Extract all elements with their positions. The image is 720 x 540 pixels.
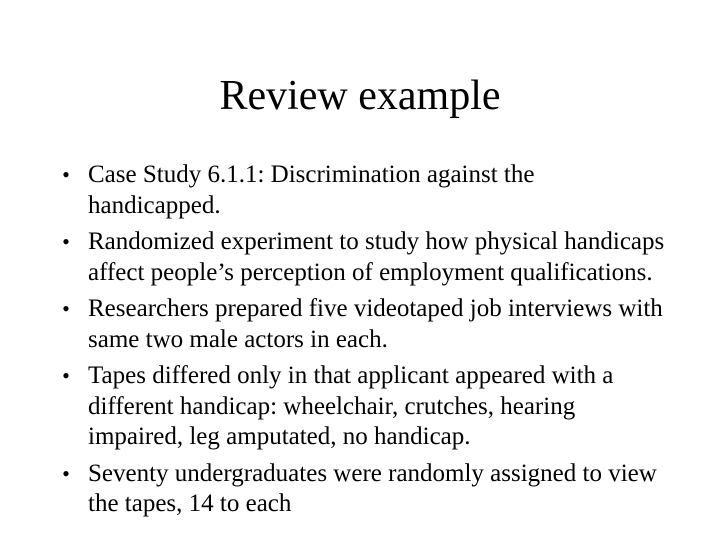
bullet-item <box>56 459 666 520</box>
bullet-item <box>56 361 666 453</box>
bullet-dot-icon: • <box>62 296 70 321</box>
bullet-dot-icon: • <box>62 229 70 254</box>
bullet-dot-icon: • <box>62 460 70 486</box>
bullet-text: Randomized experiment to study how physical handicaps affect people’s perception of employment qualifications. <box>88 228 665 286</box>
bullet-item <box>56 160 666 221</box>
bullet-dot-icon: • <box>62 162 70 187</box>
slide-title: Review example <box>219 73 501 119</box>
bullet-text: Seventy undergraduates were randomly assigned to view the tapes, 14 to each <box>88 459 657 517</box>
bullet-item <box>56 294 666 355</box>
bullet-text: Tapes differed only in that applicant appeared with a different handicap: wheelchair, crutches, hearing impaired, leg amputated, no handicap. <box>88 362 614 450</box>
bullet-dot-icon: • <box>62 363 70 388</box>
bullet-list <box>56 160 666 526</box>
bullet-text: Case Study 6.1.1: Discrimination against the handicapped. <box>88 161 535 219</box>
bullet-item <box>56 227 666 288</box>
bullet-text: Researchers prepared five videotaped job interviews with same two male actors in each. <box>88 295 663 353</box>
